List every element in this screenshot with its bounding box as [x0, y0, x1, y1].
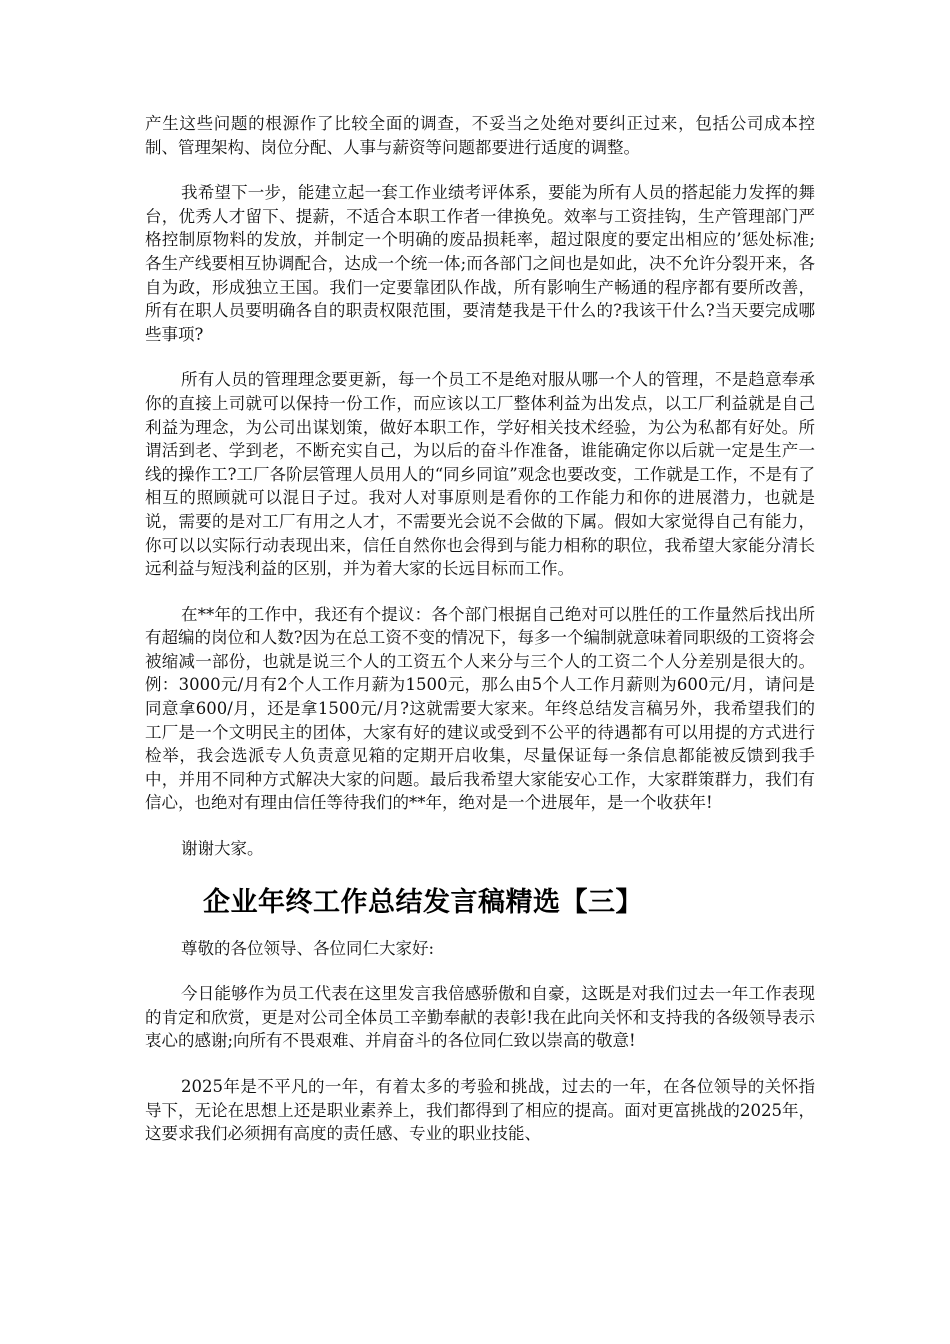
- paragraph-thanks: 谢谢大家。: [181, 839, 264, 859]
- paragraph-staffing-proposal: 在**年的工作中，我还有个提议：各个部门根据自己绝对可以胜任的工作量然后找出所有超编的岗位和人数?因为在总工资不变的情况下，每多一个编制就意味着同职级的工资将会被缩减一部份，也就是说三个人的工资五个人来分与三个人的工资二个人分差别是很大的。例：3000元/月有2个人工作月薪为1500元，那么由5个人工作月薪则为600元/月，请问是同意拿600/月，还是拿1500元/月?这就需要大家来。年终总结发言稿另外，我希望我们的工厂是一个文明民主的团体，大家有好的建议或受到不公平的待遇都有可以用提的方式进行检举，我会选派专人负责意见箱的定期开启收集，尽量保证每一条信息都能被反馈到我手中，并用不同种方式解决大家的问题。最后我希望大家能安心工作，大家群策群力，我们有信心，也绝对有理由信任等待我们的**年，绝对是一个进展年，是一个收获年!: [145, 604, 815, 813]
- paragraph-greeting: 尊敬的各位领导、各位同仁大家好:: [181, 938, 435, 958]
- paragraph-year-review: 2025年是不平凡的一年，有着太多的考验和挑战，过去的一年，在各位领导的关怀指导下，无论在思想上还是职业素养上，我们都得到了相应的提高。面对更富挑战的2025年，这要求我们必须拥有高度的责任感、专业的职业技能、: [145, 1077, 815, 1144]
- paragraph-management-philosophy: 所有人员的管理理念要更新，每一个员工不是绝对服从哪一个人的管理，不是趋意奉承你的直接上司就可以保持一份工作，而应该以工厂整体利益为出发点，以工厂利益就是自己利益为理念，为公司出谋划策，做好本职工作，学好相关技术经验，为公为私都有好处。所谓活到老、学到老，不断充实自己，为以后的奋斗作准备，谁能确定你以后就一定是生产一线的操作工?工厂各阶层管理人员用人的“同乡同谊”观念也要改变，工作就是工作，不是有了相互的照顾就可以混日子过。我对人对事原则是看你的工作能力和你的进展潜力，也就是说，需要的是对工厂有用之人才，不需要光会说不会做的下属。假如大家觉得自己有能力，你可以以实际行动表现出来，信任自然你也会得到与能力相称的职位，我希望大家能分清长远利益与短浅利益的区别，并为着大家的长远目标而工作。: [145, 370, 815, 579]
- document-page: [145, 112, 815, 1168]
- paragraph-causes: 产生这些问题的根源作了比较全面的调查，不妥当之处绝对要纠正过来，包括公司成本控制、管理架构、岗位分配、人事与薪资等问题都要进行适度的调整。: [145, 114, 815, 157]
- section-title: 企业年终工作总结发言稿精选【三】: [203, 886, 643, 918]
- paragraph-performance-system: 我希望下一步，能建立起一套工作业绩考评体系，要能为所有人员的搭起能力发挥的舞台，优秀人才留下、提薪，不适合本职工作者一律换免。效率与工资挂钩，生产管理部门严格控制原物料的发放，并制定一个明确的废品损耗率，超过限度的要定出相应的’惩处标准;各生产线要相互协调配合，达成一个统一体;而各部门之间也是如此，决不允许分裂开来，各自为政，形成独立王国。我们一定要靠团队作战，所有影响生产畅通的程序都有要所改善，所有在职人员要明确各自的职责权限范围，要清楚我是干什么的?我该干什么?当天要完成哪些事项?: [145, 183, 815, 344]
- paragraph-representative: 今日能够作为员工代表在这里发言我倍感骄傲和自豪，这既是对我们过去一年工作表现的肯定和欣赏，更是对公司全体员工辛勤奉献的表彰!我在此向关怀和支持我的各级领导表示衷心的感谢;向所有不畏艰难、并肩奋斗的各位同仁致以崇高的敬意!: [145, 984, 815, 1051]
